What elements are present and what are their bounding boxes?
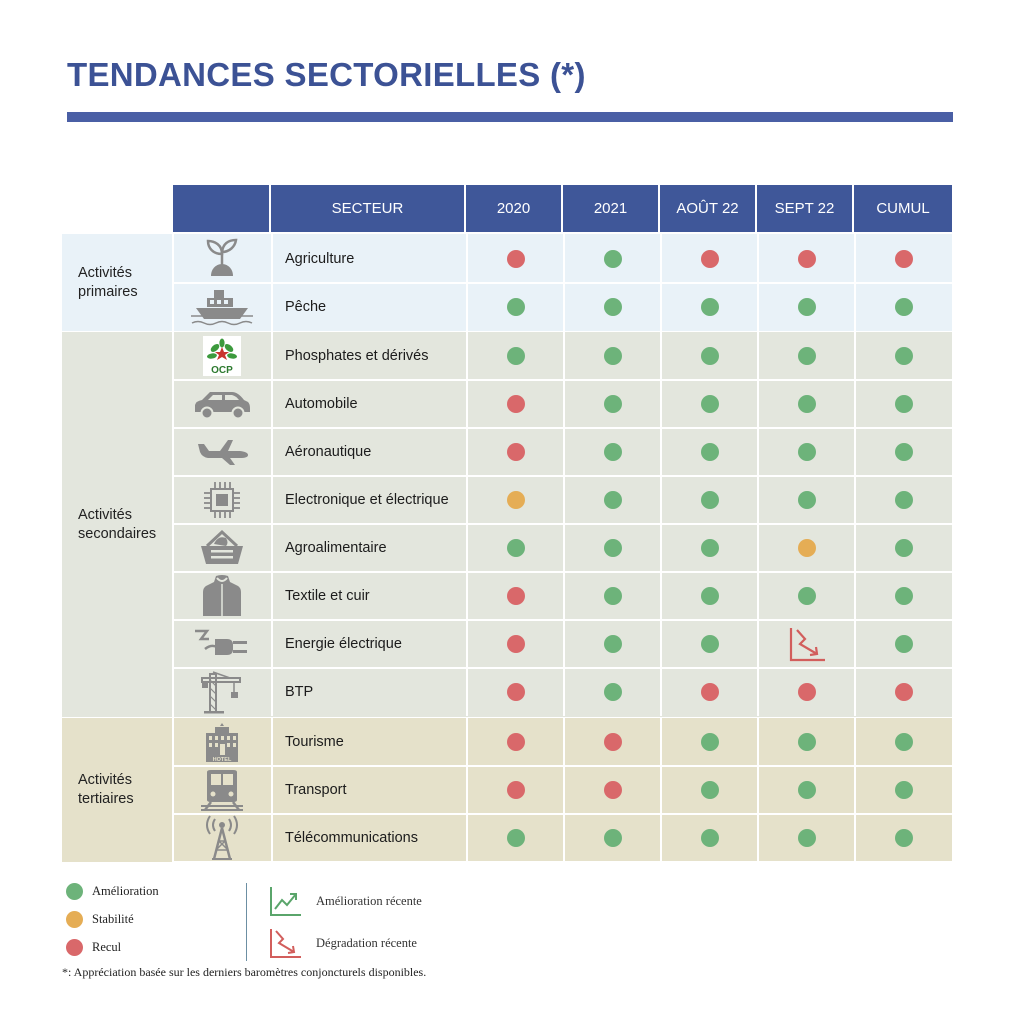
sector-name: Agroalimentaire (271, 524, 466, 572)
green-status-dot (604, 539, 622, 557)
red-status-dot (895, 683, 913, 701)
red-status-dot (701, 683, 719, 701)
status-cell-2021 (563, 476, 660, 524)
table-row (173, 668, 952, 716)
status-cell-aout-22 (660, 572, 757, 620)
green-status-dot (798, 443, 816, 461)
group-label: Activités secondaires (78, 506, 157, 542)
status-cell-2020 (466, 766, 563, 814)
green-status-dot (604, 395, 622, 413)
red-status-dot (507, 733, 525, 751)
sector-trends-table (62, 185, 952, 862)
green-status-dot (701, 539, 719, 557)
sector-name: Phosphates et dérivés (271, 332, 466, 380)
green-status-dot (701, 635, 719, 653)
trend-down-icon (788, 626, 826, 662)
status-cell-cumul (854, 620, 952, 668)
sector-name: Pêche (271, 283, 466, 331)
legend-improvement: Amélioration (66, 883, 159, 900)
status-cell-aout-22 (660, 476, 757, 524)
green-status-dot (701, 395, 719, 413)
trend-up-icon (268, 885, 302, 917)
status-cell-sept-22 (757, 380, 854, 428)
status-cell-sept-22 (757, 476, 854, 524)
legend-decline: Recul (66, 939, 121, 956)
fishing-boat-icon (173, 283, 271, 331)
status-cell-sept-22 (757, 813, 854, 862)
green-status-dot (895, 443, 913, 461)
status-cell-cumul (854, 428, 952, 476)
table-row (173, 718, 952, 766)
hotel-sign-text: HOTEL (212, 757, 232, 763)
status-cell-cumul (854, 718, 952, 766)
status-cell-2021 (563, 813, 660, 862)
table-row (173, 428, 952, 476)
status-cell-aout-22 (660, 428, 757, 476)
red-status-dot (507, 250, 525, 268)
status-cell-sept-22 (757, 572, 854, 620)
amber-status-dot (798, 539, 816, 557)
header-2021: 2021 (563, 185, 658, 232)
status-cell-2021 (563, 766, 660, 814)
red-status-dot (507, 635, 525, 653)
status-cell-2021 (563, 572, 660, 620)
green-status-dot (604, 587, 622, 605)
status-cell-aout-22 (660, 718, 757, 766)
green-status-dot (895, 298, 913, 316)
status-cell-sept-22 (757, 524, 854, 572)
table-row (173, 332, 952, 380)
status-cell-cumul (854, 476, 952, 524)
page-title: TENDANCES SECTORIELLES (*) (67, 56, 586, 93)
status-cell-cumul (854, 813, 952, 862)
sector-name: Agriculture (271, 234, 466, 283)
airplane-icon (173, 428, 271, 476)
table-row (173, 524, 952, 572)
legend-recent-degradation: Dégradation récente (268, 927, 417, 959)
table-row (173, 476, 952, 524)
green-status-dot (701, 733, 719, 751)
food-basket-icon (173, 524, 271, 572)
green-status-dot (798, 491, 816, 509)
green-status-dot (798, 829, 816, 847)
status-cell-2021 (563, 668, 660, 716)
status-cell-2021 (563, 524, 660, 572)
trend-down-icon (268, 927, 302, 959)
status-cell-2021 (563, 620, 660, 668)
sector-name: Tourisme (271, 718, 466, 766)
header-sector: SECTEUR (271, 185, 464, 232)
plant-icon (173, 234, 271, 283)
status-cell-sept-22 (757, 766, 854, 814)
green-status-dot (895, 781, 913, 799)
amber-status-dot (507, 491, 525, 509)
sector-name: Energie électrique (271, 620, 466, 668)
red-status-dot (604, 733, 622, 751)
chip-icon (173, 476, 271, 524)
green-status-dot (701, 443, 719, 461)
status-cell-aout-22 (660, 234, 757, 283)
green-status-dot (701, 781, 719, 799)
status-cell-sept-22 (757, 718, 854, 766)
train-icon (173, 766, 271, 814)
green-status-dot (895, 491, 913, 509)
sector-name: Automobile (271, 380, 466, 428)
status-cell-sept-22 (757, 428, 854, 476)
crane-icon (173, 668, 271, 716)
footnote: *: Appréciation basée sur les derniers baromètres conjoncturels disponibles. (62, 965, 427, 979)
sector-name: Electronique et électrique (271, 476, 466, 524)
green-status-dot (798, 347, 816, 365)
status-cell-sept-22 (757, 668, 854, 716)
header-cumul: CUMUL (854, 185, 952, 232)
status-cell-2020 (466, 332, 563, 380)
sector-name: BTP (271, 668, 466, 716)
ocp-logo-text: OCP (211, 365, 233, 376)
red-status-dot (798, 683, 816, 701)
table-row (173, 283, 952, 331)
header-sept-22: SEPT 22 (757, 185, 852, 232)
green-status-dot (895, 347, 913, 365)
red-status-dot (798, 250, 816, 268)
legend-divider (246, 883, 247, 961)
status-cell-aout-22 (660, 766, 757, 814)
red-status-dot (507, 781, 525, 799)
legend-recent-improvement: Amélioration récente (268, 885, 422, 917)
green-status-dot (895, 587, 913, 605)
green-status-dot (798, 587, 816, 605)
status-cell-2020 (466, 572, 563, 620)
status-cell-sept-22 (757, 234, 854, 283)
status-cell-cumul (854, 572, 952, 620)
sector-name: Télécommunications (271, 813, 466, 862)
green-status-dot (895, 829, 913, 847)
green-status-dot (604, 491, 622, 509)
red-status-dot (507, 587, 525, 605)
green-status-dot (798, 733, 816, 751)
status-cell-cumul (854, 380, 952, 428)
green-status-dot (895, 539, 913, 557)
green-status-dot (507, 829, 525, 847)
table-row (173, 766, 952, 814)
green-status-dot (701, 829, 719, 847)
green-status-dot (895, 395, 913, 413)
table-row (173, 234, 952, 283)
status-cell-2021 (563, 234, 660, 283)
amber-dot-icon (66, 911, 83, 928)
header-aout-22: AOÛT 22 (660, 185, 755, 232)
green-status-dot (604, 250, 622, 268)
green-status-dot (604, 683, 622, 701)
green-status-dot (701, 347, 719, 365)
table-row (173, 813, 952, 862)
status-cell-2020 (466, 524, 563, 572)
status-cell-cumul (854, 668, 952, 716)
header-2020: 2020 (466, 185, 561, 232)
status-cell-cumul (854, 283, 952, 331)
status-cell-aout-22 (660, 332, 757, 380)
status-cell-2020 (466, 668, 563, 716)
green-status-dot (701, 298, 719, 316)
status-cell-2020 (466, 234, 563, 283)
red-status-dot (507, 395, 525, 413)
status-cell-2020 (466, 283, 563, 331)
sector-name: Aéronautique (271, 428, 466, 476)
group-label: Activités tertiaires (78, 772, 134, 807)
status-cell-2020 (466, 428, 563, 476)
legend-stability: Stabilité (66, 911, 134, 928)
green-status-dot (604, 635, 622, 653)
green-status-dot (798, 395, 816, 413)
table-row (173, 620, 952, 668)
status-cell-2020 (466, 620, 563, 668)
status-cell-cumul (854, 524, 952, 572)
status-cell-2021 (563, 718, 660, 766)
sector-name: Transport (271, 766, 466, 814)
status-cell-sept-22 (757, 283, 854, 331)
green-status-dot (895, 733, 913, 751)
status-cell-aout-22 (660, 813, 757, 862)
green-status-dot (507, 298, 525, 316)
red-status-dot (604, 781, 622, 799)
status-cell-cumul (854, 766, 952, 814)
red-dot-icon (66, 939, 83, 956)
green-status-dot (798, 781, 816, 799)
status-cell-sept-22 (757, 620, 854, 668)
green-status-dot (701, 491, 719, 509)
status-cell-cumul (854, 332, 952, 380)
hotel-icon (173, 718, 271, 766)
green-dot-icon (66, 883, 83, 900)
ocp-logo (173, 332, 271, 380)
status-cell-2020 (466, 718, 563, 766)
green-status-dot (701, 587, 719, 605)
sector-name: Textile et cuir (271, 572, 466, 620)
green-status-dot (604, 829, 622, 847)
green-status-dot (507, 539, 525, 557)
status-cell-2020 (466, 476, 563, 524)
green-status-dot (604, 443, 622, 461)
plug-icon (173, 620, 271, 668)
status-cell-2020 (466, 813, 563, 862)
jacket-icon (173, 572, 271, 620)
status-cell-2020 (466, 380, 563, 428)
status-cell-aout-22 (660, 668, 757, 716)
status-cell-sept-22 (757, 332, 854, 380)
status-cell-aout-22 (660, 524, 757, 572)
antenna-tower-icon (173, 813, 271, 862)
green-status-dot (895, 635, 913, 653)
status-cell-2021 (563, 283, 660, 331)
status-cell-2021 (563, 428, 660, 476)
title-underline (67, 112, 953, 122)
red-status-dot (701, 250, 719, 268)
red-status-dot (507, 443, 525, 461)
group-label: Activités primaires (78, 264, 138, 300)
status-cell-aout-22 (660, 620, 757, 668)
table-row (173, 572, 952, 620)
table-row (173, 380, 952, 428)
status-cell-cumul (854, 234, 952, 283)
green-status-dot (604, 298, 622, 316)
status-cell-2021 (563, 380, 660, 428)
status-cell-aout-22 (660, 283, 757, 331)
green-status-dot (798, 298, 816, 316)
status-cell-2021 (563, 332, 660, 380)
red-status-dot (507, 683, 525, 701)
green-status-dot (604, 347, 622, 365)
car-icon (173, 380, 271, 428)
header-icon-column (173, 185, 269, 232)
status-cell-aout-22 (660, 380, 757, 428)
red-status-dot (895, 250, 913, 268)
green-status-dot (507, 347, 525, 365)
